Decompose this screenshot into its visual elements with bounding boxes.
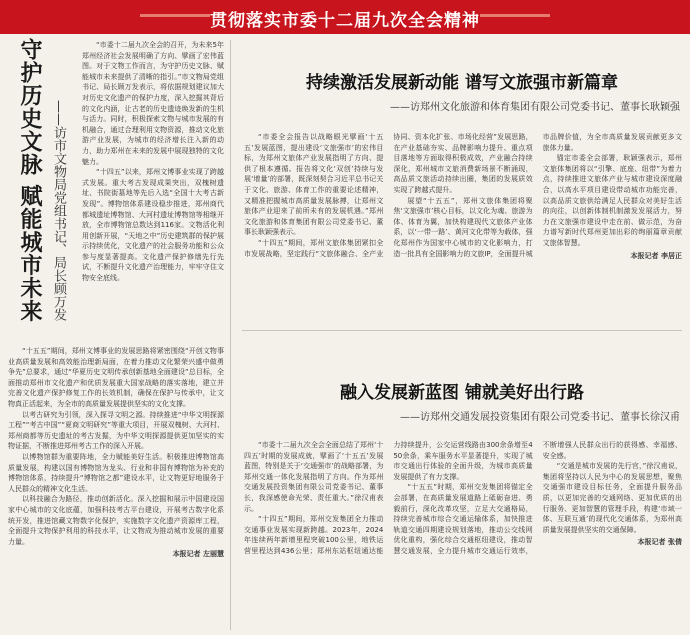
paragraph: “市委全会报告以战略眼光擘画‘十五五’发展蓝图，提出建设‘文旅强市’的宏伟目标，为郑州文旅体产业发展指明了方向、提供了根本遵循。报告将文化‘双创’持续与发展‘增量’的部署，既深刻契合习近平总书记关于文化、旅游、体育工作的重要论述精神，又精准把握城市高质量发展脉搏，让郑州文旅体产业迎来了前所未有的发展机遇。”郑州文化旅游和体育集团有限公司党委书记、董事长耿颖强表示。	[244, 133, 384, 237]
paragraph: 锚定市委全会部署，耿颖强表示，郑州文旅体集团将以“引擎、底座、纽带”为着力点，持续推进文旅体产业与城市建设深度融合，以高水平项目建设带动城市功能完善，以高品质文旅供给满足人民群众对美好生活的向往，以创新体制机制激发发展活力，努力在文旅强市建设中走在前、做示范，为奋力谱写新时代郑州更加出彩的绚丽篇章贡献文旅体智慧。	[542, 154, 682, 247]
paragraph: “市委十二届九次全会的召开，为未来5年郑州经济社会发展明确了方向、擘画了宏伟蓝图。对于文物工作而言，为守护历史文脉、赋能城市未来提供了清晰的指引。”市文物局党组书记、局长顾万发表示，将依据规划建议加大对历史文化遗产的保护力度，深入挖掘其背后的文化内涵，让古老的历史遗迹焕发新的生机与活力。同时，积极探索文物与城市发展的有机融合，通过合理利用文物资源，推动文化旅游产业发展，为城市的经济增长注入新的动力，助力郑州在未来的发展中展现独特的文化魅力。	[82, 41, 224, 166]
column-divider	[230, 40, 231, 630]
article2-subtitle: ——访郑州交通发展投资集团有限公司党委书记、董事长徐汉甫	[400, 412, 680, 423]
left-article-body-bottom	[8, 346, 224, 560]
paragraph: “十四五”期间，郑州文旅体集团紧扣全市发展战略，坚定践行“文旅体融合、全产业协同、资本化扩张、市场化经营”发展思路，在产业基础夯实、品牌影响力提升、重点项目落地等方面取得积极成效，产业融合持续深化，郑州城市文旅消费新场景不断涌现，高品质文旅活动持续出圈，集团的发展质效实现了跨越式提升。	[244, 133, 533, 258]
paragraph: 展望“十五五”，郑州文旅体集团将聚焦‘文旅强市’核心目标，以文化为魂、旅游为体、体育为翼，加快构建现代文旅体产业体系，以‘一带一路’、黄河文化带等为载体，强化郑州作为国家中心城市的文化影响力，打造一批具有全国影响力的文旅IP，全面提升城市品牌价值，为全市高质量发展贡献更多文旅体力量。	[393, 133, 682, 258]
article1-body	[244, 132, 682, 326]
paragraph: 以考古研究为引领，深入探寻文明之源。持续推进“中华文明探源工程”“考古中国”“夏商文明研究”等重大项目，开展双槐树、大河村、郑州商都等历史遗址的考古发掘，为中华文明探源提供更加坚实的实物证据，不断推进郑州考古工作的深入开展。	[8, 410, 224, 451]
paragraph: “十五五”期间，郑州文博事业的发展思路将紧密围绕“开创文物事业高质量发展和高效能治理新局面，在着力推动文化繁荣兴盛中做勇争先”总要求，通过“华夏历史文明传承创新基地全面建设”总目标，全面推动郑州市文化遗产和优质发展重大国家战略的落实落地，建立并完善文化遗产保护修复工作的长效机制，确保在保护与传承中，让文物真正活起来，为全市的高质量发展提供坚实的文化支撑。	[8, 347, 224, 408]
article1-title: 持续激活发展新动能 谱写文旅强市新篇章	[306, 73, 618, 93]
article2-byline: 本报记者 张倩	[637, 538, 682, 547]
paragraph: 以博物馆群为重要阵地，全力赋能美好生活。积极推进博物馆高质量发展，构建以国有博物馆为龙头、行业和非国有博物馆为补充的博物馆体系，持续提升“博物馆之都”建设水平，让文物更好地服务于人民群众的精神文化生活。	[8, 452, 224, 493]
left-article-subtitle: ——访市文物局党组书记、局长顾万发	[51, 100, 66, 321]
article2-title: 融入发展新蓝图 铺就美好出行路	[340, 383, 584, 403]
article1-subtitle: ——访郑州文化旅游和体育集团有限公司党委书记、董事长耿颖强	[390, 102, 680, 113]
article2-body	[244, 440, 682, 630]
paragraph: “交通是城市发展的先行官，”徐汉甫说，集团将坚持以人民为中心的发展思想，聚焦交通强市建设目标任务，全面提升服务品质，以更加完善的交通网络、更加优质的出行服务、更加智慧的管理手段，构建‘市域一体、互联互通’的现代化交通体系，为郑州高质量发展提供坚实的交通保障。	[542, 462, 682, 534]
left-article-byline: 本报记者 左丽慧	[172, 550, 224, 559]
paragraph: “十四五”以来，郑州文博事业实现了跨越式发展。重大考古发现成果突出，双槐树遗址、书院街墓地等先后入选“全国十大考古新发现”。博物馆体系建设稳步推进，郑州商代都城遗址博物馆、大河村遗址博物馆等相继开放，全市博物馆总数达到116家。文物活化利用创新开展，“天地之中”历史建筑群的保护展示持续优化，文化遗产的社会服务功能和公众参与度显著提高。文化遗产保护修缮先行先试，不断提升文化遗产治理能力，牢牢守住文物安全底线。	[82, 168, 224, 283]
article-divider	[242, 330, 682, 331]
article1-byline: 本报记者 李居正	[630, 251, 682, 260]
left-article-body-top	[82, 40, 224, 284]
paragraph: 以科技融合为路径，推动创新活化。深入挖掘和展示中国建设国家中心城市的文化底蕴，加强科技考古平台建设，开展考古数字化系统开发，推进馆藏文物数字化保护，实施数字文化遗产资源库工程，全面提升文物保护利用的科技水平，让文物成为推动城市发展的重要力量。	[8, 495, 224, 546]
banner-title: 贯彻落实市委十二届九次全会精神	[210, 11, 480, 31]
left-article-title: 守护历史文脉 赋能城市未来	[17, 38, 42, 323]
paragraph: “十五五”时期，郑州交发集团将锚定全会部署，在高质量发展道路上砥砺奋进、勇毅前行，深化改革攻坚，立足大交通格局，持续完善城市综合交通运输体系，加快推进轨道交通四期建设规划落地，推动公交线网优化重构，强化综合交通枢纽建设，推动智慧交通发展，全力提升城市交通运行效率，不断增强人民群众出行的获得感、幸福感、安全感。	[393, 441, 682, 555]
paragraph: “市委十二届九次全会全面总结了郑州‘十四五’时期的发展成就，擘画了‘十五五’发展蓝图，特别是关于‘交通强市’的战略部署，为郑州交通一体化发展指明了方向。作为郑州交通发展投资集团有限公司党委书记、董事长，我深感使命光荣、责任重大。”徐汉甫表示。	[244, 441, 384, 513]
banner	[0, 0, 690, 34]
paragraph: “十四五”期间，郑州交发集团全力推动交通事业发展实现新跨越。2023年，2024年连续两年新增里程突破100公里，地铁运营里程达到436公里；郑州东站枢纽通达能力持续提升，公交运营线路由300余条增至450余条，乘车服务水平显著提升，实现了城市交通出行体验的全面升级，为城市高质量发展提供了有力支撑。	[244, 441, 533, 555]
